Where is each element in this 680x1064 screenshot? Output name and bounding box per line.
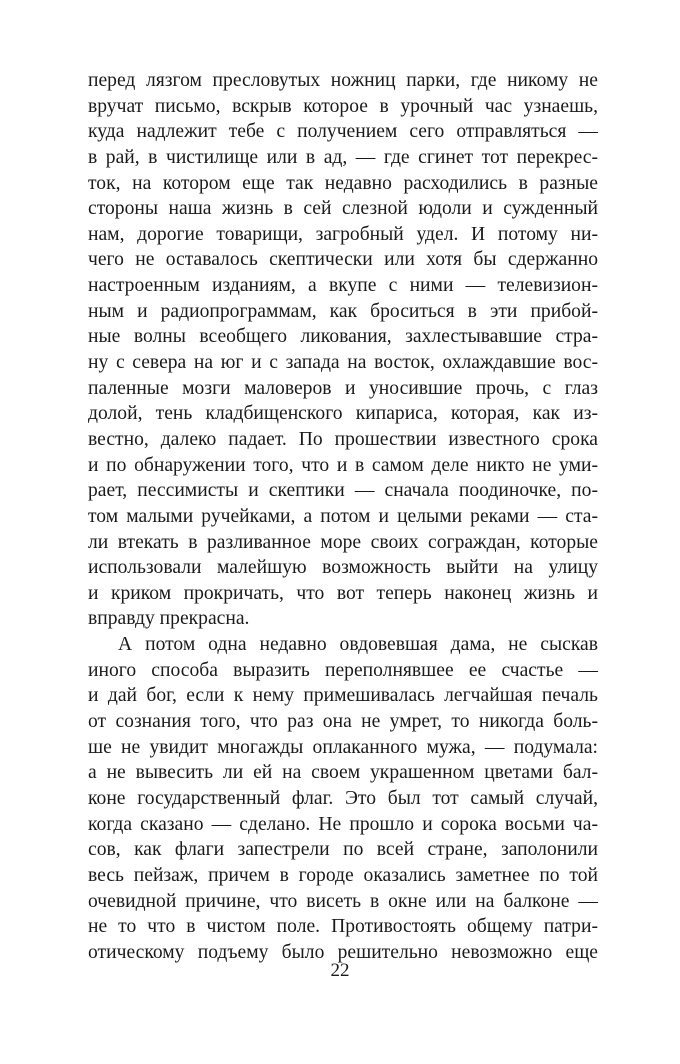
text-line: и дай бог, если к нему примешивалась легчайшая печаль [88,685,598,707]
text-line: и по обнаружении того, что и в самом деле никто не уми- [88,454,598,476]
body-text [88,68,598,965]
text-line: ным и радиопрограммам, как броситься в эти прибой- [88,300,598,322]
text-line: том малыми ручейками, а потом и целыми реками — ста- [88,505,598,527]
text-line: и криком прокричать, что вот теперь наконец жизнь и [88,582,598,604]
text-line: долой, тень кладбищенского кипариса, которая, как из- [88,403,598,425]
text-line: сов, как флаги запестрели по всей стране, заполонили [88,839,598,861]
text-line: ные волны всеобщего ликования, захлестывавшие стра- [88,326,598,348]
text-line: А потом одна недавно овдовевшая дама, не сыскав [118,634,598,656]
text-line: куда надлежит тебе с получением сего отправляться — [88,121,598,143]
text-line: в рай, в чистилище или в ад, — где сгинет тот перекрес- [88,146,598,168]
text-line: рает, пессимисты и скептики — сначала поодиночке, по- [88,480,598,502]
text-line: когда сказано — сделано. Не прошло и сорока восьми ча- [88,813,598,835]
text-line: использовали малейшую возможность выйти на улицу [88,557,598,579]
text-line: отическому подъему было решительно невозможно еще [88,941,598,963]
page-number: 22 [330,960,350,981]
text-line: иного способа выразить переполнявшее ее счастье — [88,659,598,681]
text-line: ше не увидит многажды оплаканного мужа, — подумала: [88,736,598,758]
text-line: от сознания того, что раз она не умрет, то никогда боль- [88,711,598,733]
text-line: ли втекать в разливанное море своих сограждан, которые [88,531,598,553]
text-line: перед лязгом пресловутых ножниц парки, где никому не [88,70,598,91]
text-line: стороны наша жизнь в сей слезной юдоли и сужденный [88,198,598,220]
text-line: а не вывесить ли ей на своем украшенном цветами бал- [88,762,598,784]
text-line: ну с севера на юг и с запада на восток, охлаждавшие вос- [88,352,598,374]
text-line: весь пейзаж, причем в городе оказались заметнее по той [88,864,598,886]
text-line: не то что в чистом поле. Противостоять общему патри- [88,916,598,938]
text-line: нам, дорогие товарищи, загробный удел. И потому ни- [88,223,598,245]
text-line: очевидной причине, что висеть в окне или на балконе — [88,890,598,912]
text-line: вправду прекрасна. [88,608,250,630]
text-line: вестно, далеко падает. По прошествии известного срока [88,428,598,450]
text-line: коне государственный флаг. Это был тот самый случай, [88,787,598,809]
text-line: паленные мозги маловеров и уносившие прочь, с глаз [88,377,598,399]
text-line: ток, на котором еще так недавно расходились в разные [88,172,598,194]
text-line: настроенным изданиям, а вкупе с ними — телевизион- [88,275,598,297]
text-line: вручат письмо, вскрыв которое в урочный час узнаешь, [88,95,598,117]
text-line: чего не оставалось скептически или хотя бы сдержанно [88,249,598,271]
